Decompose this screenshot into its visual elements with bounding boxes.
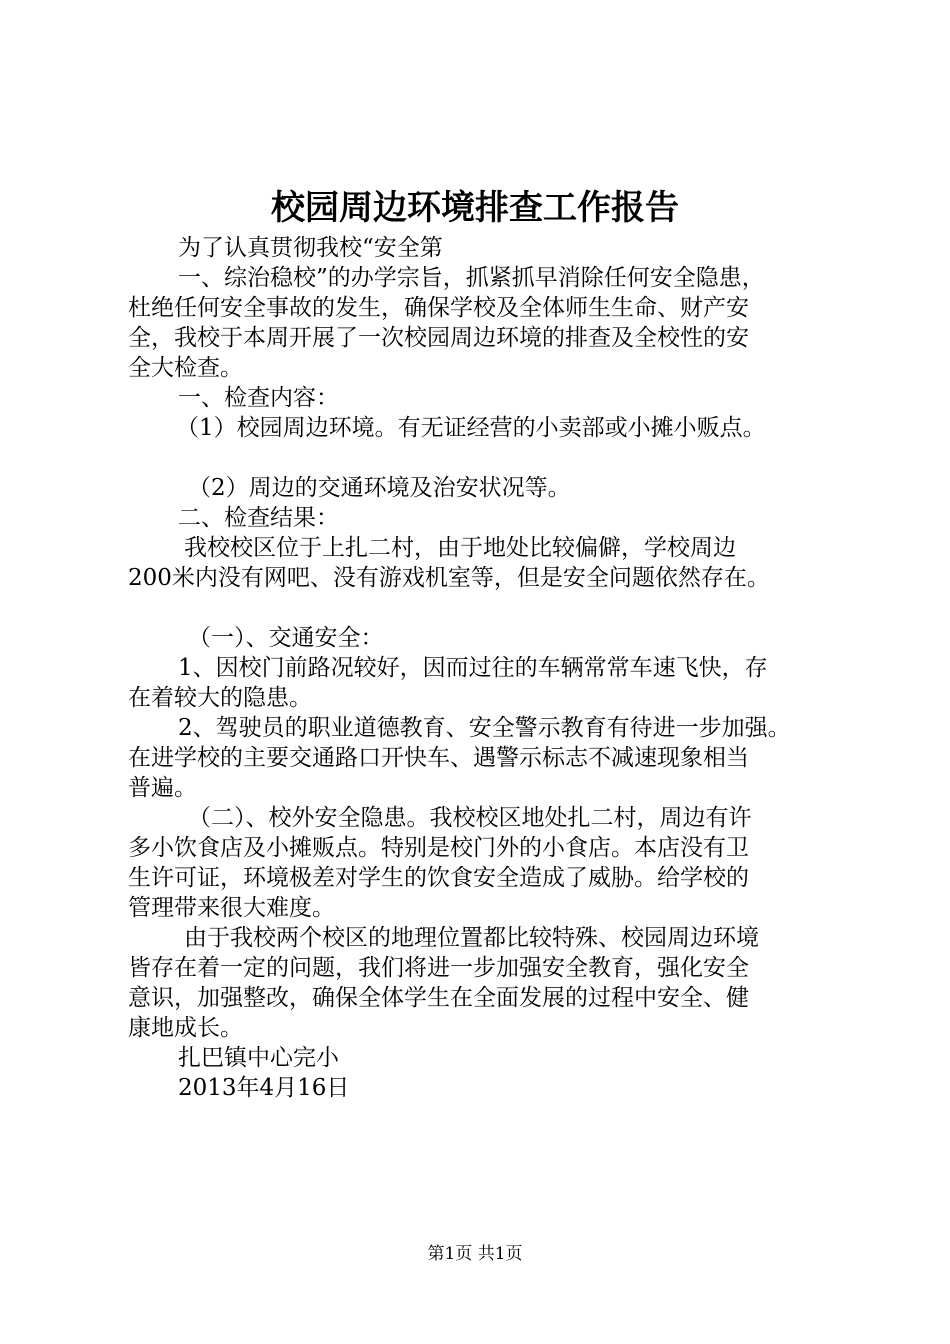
paragraph-line: 在进学校的主要交通路口开快车、遇警示标志不减速现象相当 (128, 745, 749, 771)
paragraph-line: 意识，加强整改，确保全体学生在全面发展的过程中安全、健 (128, 985, 749, 1011)
paragraph-line: 2、驾驶员的职业道德教育、安全警示教育有待进一步加强。 (178, 715, 791, 741)
paragraph-line: 生许可证，环境极差对学生的饮食安全造成了威胁。给学校的 (128, 865, 749, 891)
paragraph-line: 为了认真贯彻我校“安全第 (178, 235, 443, 261)
document-body (128, 233, 838, 1103)
paragraph-line: 全，我校于本周开展了一次校园周边环境的排查及全校性的安 (128, 325, 749, 351)
paragraph-line: 多小饮食店及小摊贩点。特别是校门外的小食店。本店没有卫 (128, 835, 749, 861)
paragraph-line: 在着较大的隐患。 (128, 685, 312, 711)
blank-line (128, 593, 838, 623)
paragraph-line: 杜绝任何安全事故的发生，确保学校及全体师生生命、财产安 (128, 295, 749, 321)
document-title: 校园周边环境排查工作报告 (271, 188, 679, 228)
section-heading: 二、检查结果： (178, 505, 339, 531)
paragraph-line: 我校校区位于上扎二村，由于地处比较偏僻，学校周边 (184, 535, 736, 561)
page-footer: 第1页 共1页 (427, 1244, 523, 1264)
section-heading: （一）、交通安全： (188, 625, 384, 651)
paragraph-line: 由于我校两个校区的地理位置都比较特殊、校园周边环境 (184, 925, 759, 951)
signature-org: 扎巴镇中心完小 (178, 1045, 339, 1071)
paragraph-line: 管理带来很大难度。 (128, 895, 335, 921)
paragraph-line: 全大检查。 (128, 355, 243, 381)
paragraph-line: （1）校园周边环境。有无证经营的小卖部或小摊小贩点。 (176, 415, 766, 441)
paragraph-line: 1、因校门前路况较好，因而过往的车辆常常车速飞快，存 (178, 655, 768, 681)
signature-date: 2013年4月16日 (178, 1075, 350, 1101)
section-heading: 一、检查内容： (178, 385, 339, 411)
paragraph-line: 200米内没有网吧、没有游戏机室等，但是安全问题依然存在。 (128, 565, 770, 591)
paragraph-line: 一、综治稳校”的办学宗旨，抓紧抓早消除任何安全隐患， (178, 265, 765, 291)
paragraph-line: （2）周边的交通环境及治安状况等。 (188, 475, 571, 501)
paragraph-line: 普遍。 (128, 775, 197, 801)
paragraph-line: （二）、校外安全隐患。我校校区地处扎二村，周边有许 (188, 805, 752, 831)
blank-line (128, 443, 838, 473)
paragraph-line: 皆存在着一定的问题，我们将进一步加强安全教育，强化安全 (128, 955, 749, 981)
paragraph-line: 康地成长。 (128, 1015, 243, 1041)
